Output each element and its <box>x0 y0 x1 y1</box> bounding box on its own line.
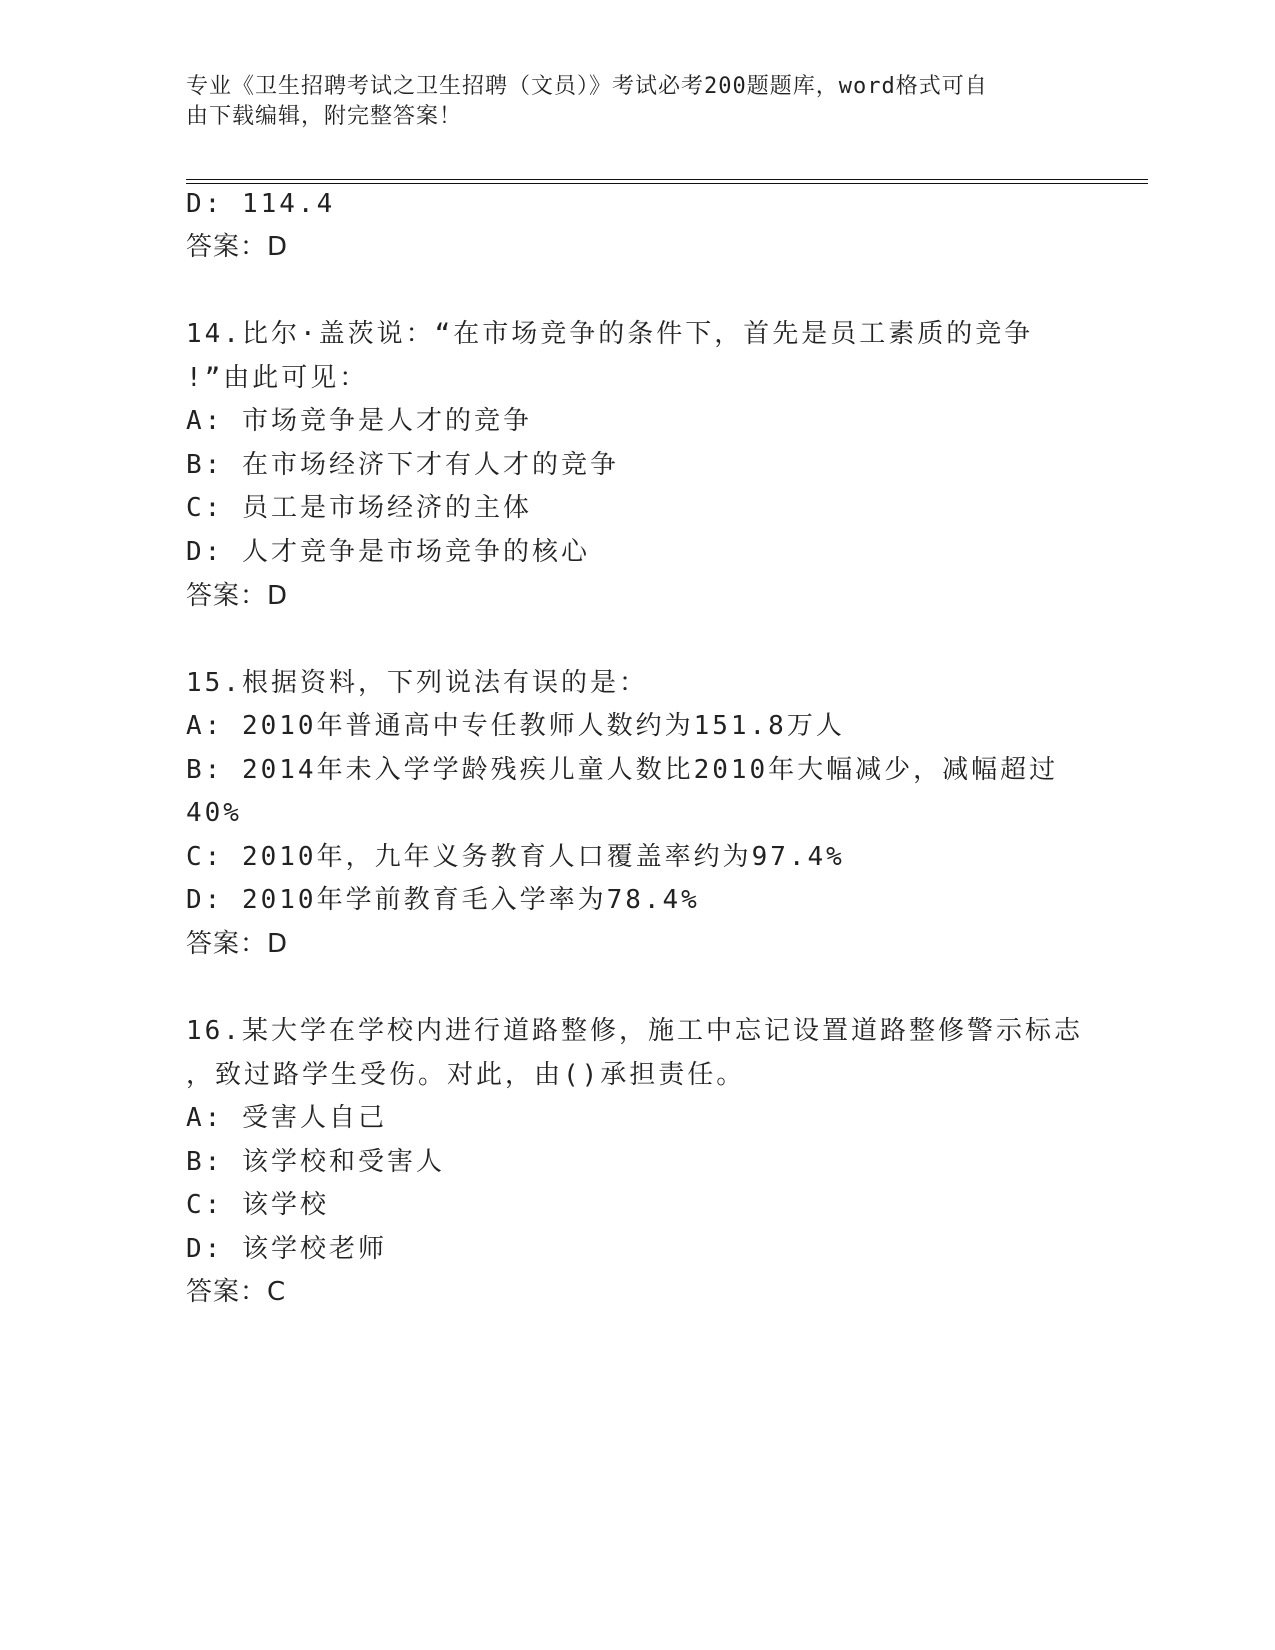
option-line: D: 114.4 <box>186 189 336 219</box>
option-line: C: 员工是市场经济的主体 <box>186 493 532 523</box>
question-line: ，致过路学生受伤。对此，由()承担责任。 <box>186 1060 746 1090</box>
option-line: C: 该学校 <box>186 1190 329 1220</box>
option-line: D: 该学校老师 <box>186 1234 387 1264</box>
option-line: B: 2014年未入学学龄残疾儿童人数比2010年大幅减少，减幅超过 <box>186 755 1059 785</box>
header-line-1: 专业《卫生招聘考试之卫生招聘（文员）》考试必考200题题库，word格式可自 <box>186 74 988 99</box>
option-line: B: 该学校和受害人 <box>186 1147 445 1177</box>
option-line: D: 2010年学前教育毛入学率为78.4% <box>186 885 700 915</box>
option-line: C: 2010年，九年义务教育人口覆盖率约为97.4% <box>186 842 845 872</box>
question-line: 14.比尔·盖茨说：“在市场竞争的条件下，首先是员工素质的竞争 <box>186 319 1034 349</box>
header-rule-top <box>186 179 1148 180</box>
option-line: A: 受害人自己 <box>186 1103 387 1133</box>
answer-line: 答案：D <box>186 929 289 959</box>
option-line: A: 2010年普通高中专任教师人数约为151.8万人 <box>186 711 845 741</box>
header-line-2: 由下载编辑，附完整答案！ <box>186 104 463 129</box>
option-line: 40% <box>186 798 242 828</box>
header-rule-bottom <box>186 183 1148 184</box>
document-header <box>186 72 1066 132</box>
option-line: A: 市场竞争是人才的竞争 <box>186 406 532 436</box>
answer-line: 答案：D <box>186 232 289 262</box>
question-line: 15.根据资料，下列说法有误的是： <box>186 668 648 698</box>
question-line: !”由此可见： <box>186 363 369 393</box>
option-line: D: 人才竞争是市场竞争的核心 <box>186 537 590 567</box>
option-line: B: 在市场经济下才有人才的竞争 <box>186 450 619 480</box>
answer-line: 答案：D <box>186 581 289 611</box>
answer-line: 答案：C <box>186 1277 287 1307</box>
question-line: 16.某大学在学校内进行道路整修，施工中忘记设置道路整修警示标志 <box>186 1016 1083 1046</box>
